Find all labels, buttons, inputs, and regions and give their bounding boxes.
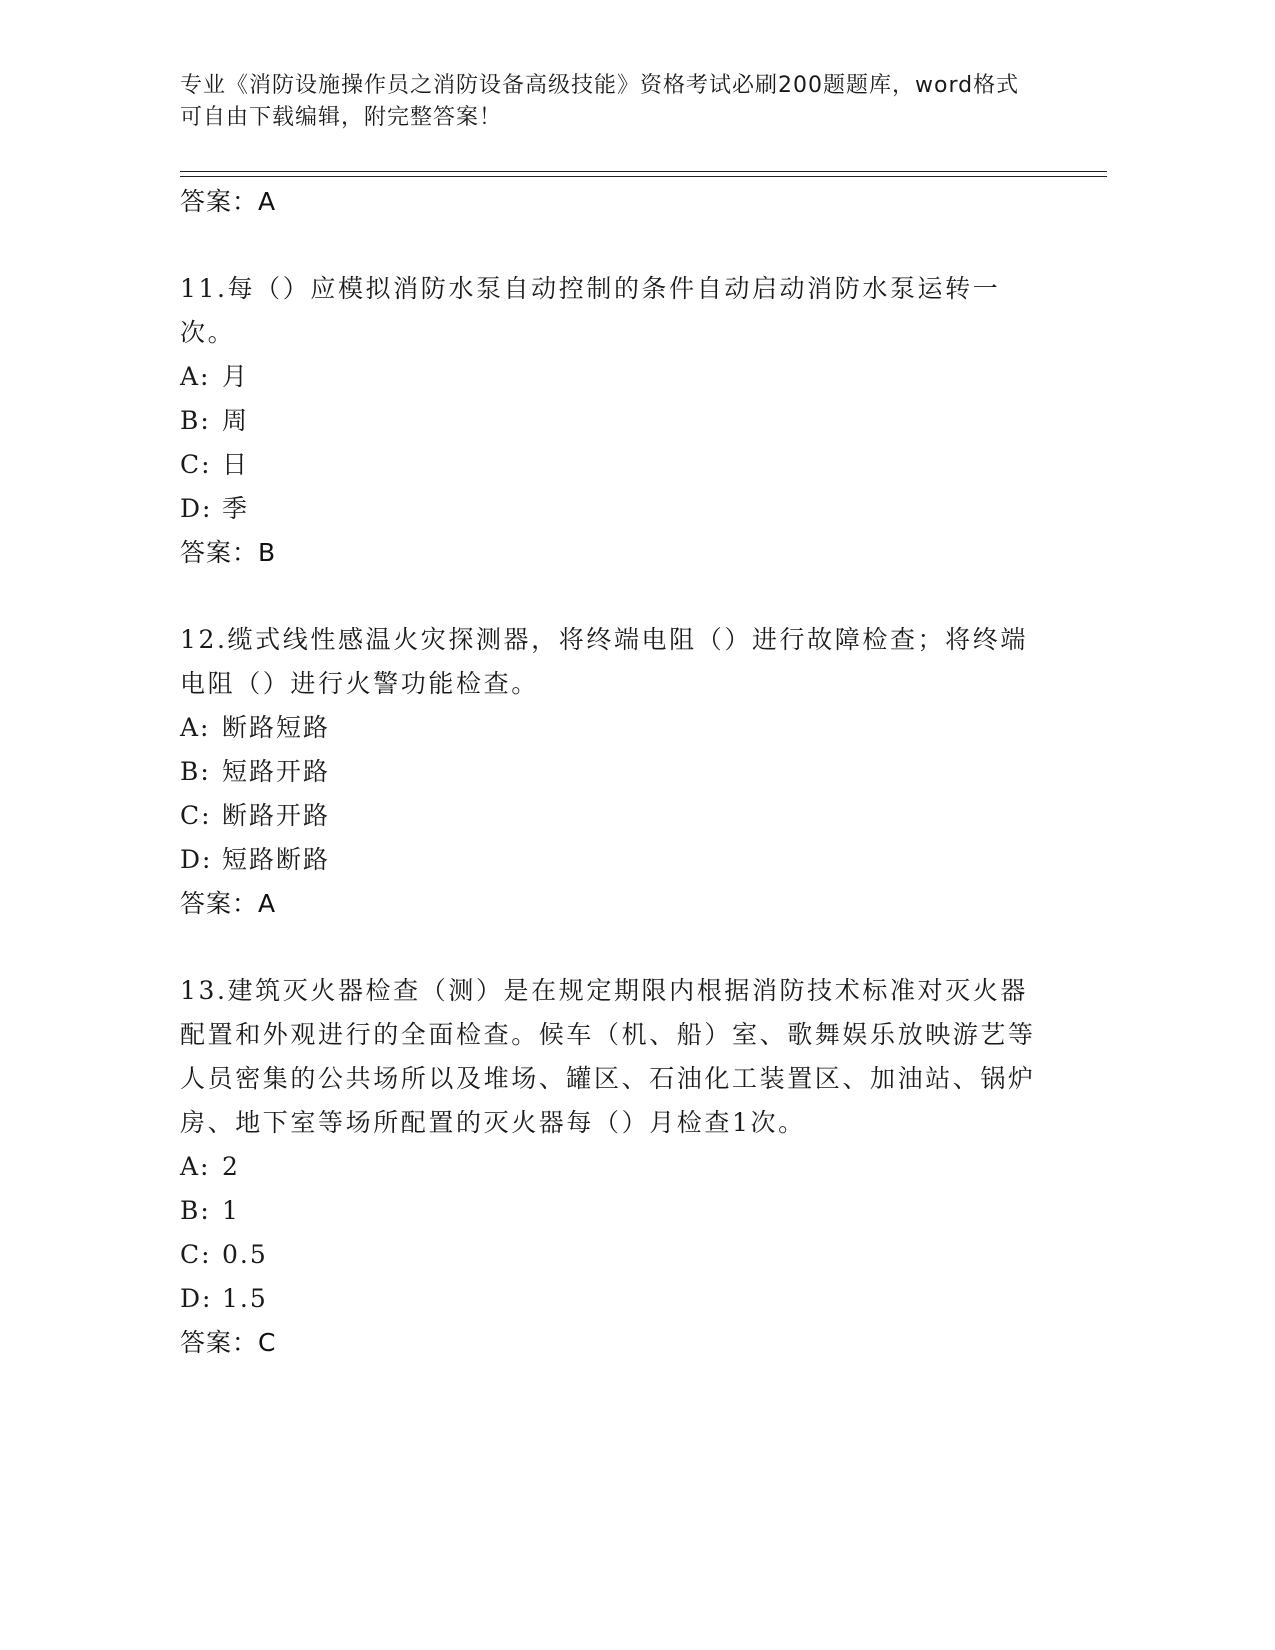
option-text: 短路断路 [222, 845, 331, 874]
question-list [180, 180, 1040, 1365]
option-letter: A: [180, 362, 211, 391]
option-text: 月 [222, 362, 250, 391]
answer-label: 答案：B [180, 538, 277, 567]
spacer [180, 224, 1040, 267]
option-b [180, 399, 1040, 443]
option-d [180, 838, 1040, 882]
answer-label: 答案：C [180, 1328, 277, 1357]
answer-label: 答案：A [180, 889, 277, 918]
option-b [180, 1189, 1040, 1233]
option-c [180, 1233, 1040, 1277]
question-text: 11.每（）应模拟消防水泵自动控制的条件自动启动消防水泵运转一次。 [180, 274, 1001, 347]
option-text: 短路开路 [222, 757, 331, 786]
option-letter: A: [180, 1152, 211, 1181]
option-text: 周 [222, 406, 250, 435]
option-d [180, 487, 1040, 531]
option-text: 日 [222, 450, 250, 479]
option-letter: D: [180, 1284, 213, 1313]
option-a [180, 706, 1040, 750]
option-c [180, 443, 1040, 487]
option-text: 季 [222, 494, 250, 523]
option-a [180, 355, 1040, 399]
option-letter: D: [180, 845, 213, 874]
spacer [180, 575, 1040, 618]
option-b [180, 750, 1040, 794]
option-text: 1 [222, 1196, 240, 1225]
option-a [180, 1145, 1040, 1189]
document-header: 专业《消防设施操作员之消防设备高级技能》资格考试必刷200题题库，word格式可自由下载编辑，附完整答案！ [180, 73, 1020, 130]
option-d [180, 1277, 1040, 1321]
option-c [180, 794, 1040, 838]
answer-label: 答案：A [180, 187, 277, 216]
option-letter: B: [180, 757, 211, 786]
question-text: 13.建筑灭火器检查（测）是在规定期限内根据消防技术标准对灭火器配置和外观进行的全面检查。候车（机、船）室、歌舞娱乐放映游艺等人员密集的公共场所以及堆场、罐区、石油化工装置区、加油站、锅炉房、地下室等场所配置的灭火器每（）月检查1次。 [180, 976, 1036, 1137]
option-text: 断路短路 [222, 713, 331, 742]
option-text: 0.5 [222, 1240, 268, 1269]
option-text: 2 [222, 1152, 240, 1181]
option-letter: B: [180, 406, 211, 435]
option-text: 断路开路 [222, 801, 331, 830]
question-text: 12.缆式线性感温火灾探测器，将终端电阻（）进行故障检查；将终端电阻（）进行火警功能检查。 [180, 625, 1028, 698]
option-text: 1.5 [222, 1284, 268, 1313]
option-letter: D: [180, 494, 213, 523]
option-letter: C: [180, 801, 212, 830]
spacer [180, 926, 1040, 969]
option-letter: C: [180, 1240, 212, 1269]
option-letter: B: [180, 1196, 211, 1225]
header-divider-top [180, 171, 1107, 172]
header-divider-bottom [180, 176, 1107, 177]
option-letter: C: [180, 450, 212, 479]
option-letter: A: [180, 713, 211, 742]
